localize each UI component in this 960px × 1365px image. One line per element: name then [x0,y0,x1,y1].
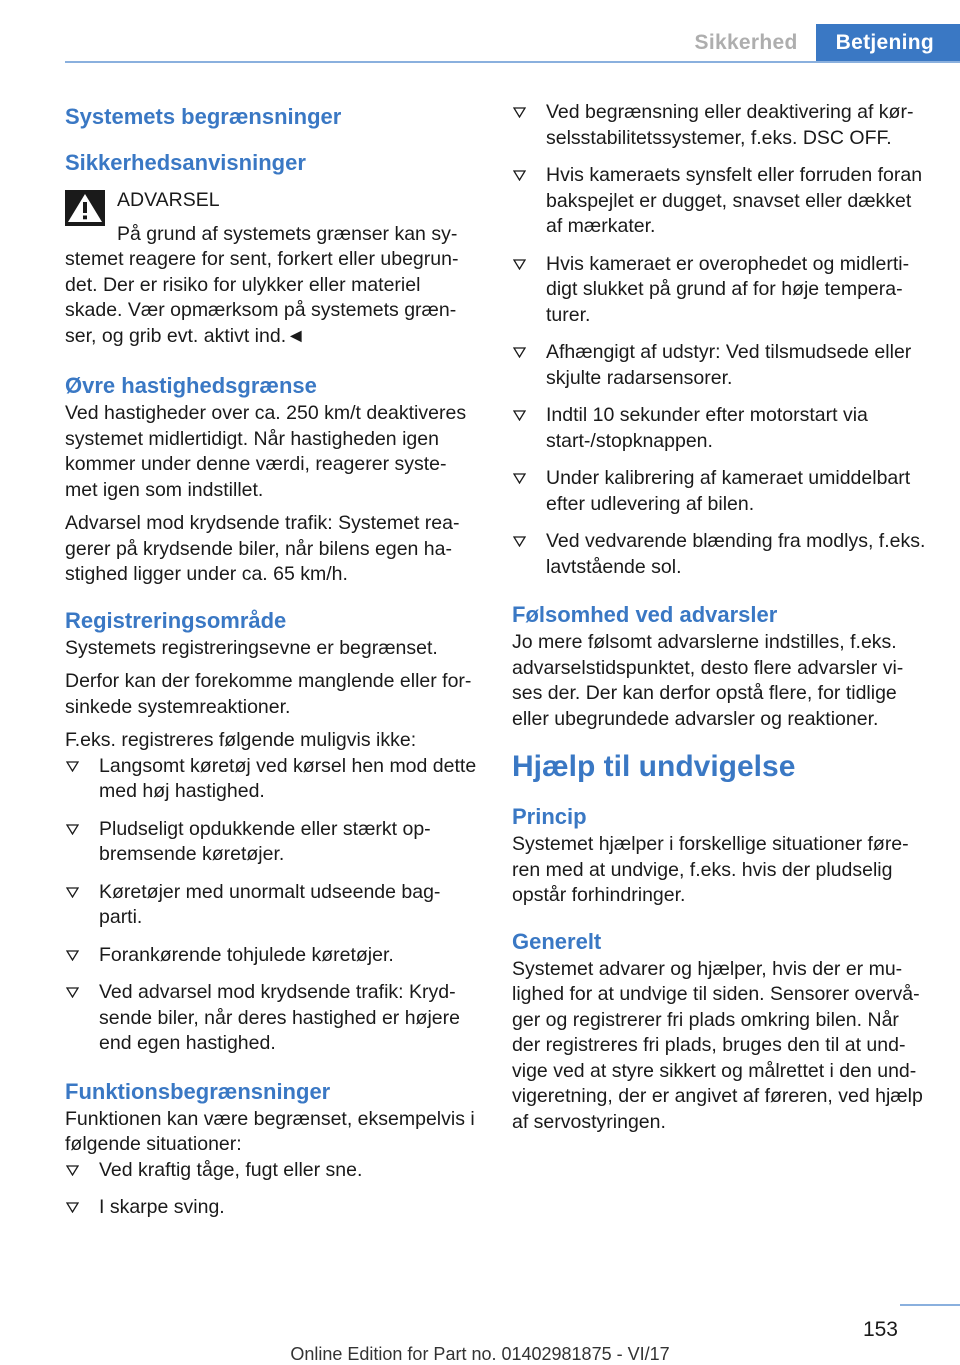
heading-warning-sensitivity: Følsomhed ved advarsler [512,602,778,627]
principle-paragraph: Systemet hjælper i forskellige situationer føre-ren med at undvige, f.eks. hvis der pludselig opstår forhindringer. [512,833,909,906]
right-column [512,100,930,1135]
list-item-text: I skarpe sving. [99,1196,225,1218]
list-item-text: Hvis kameraets synsfelt eller forruden foran bakspejlet er dugget, snavset eller dækket af mærkater. [546,164,923,237]
list-item [512,163,930,246]
bullet-triangle-icon [66,987,79,998]
heading-function-limits: Funktionsbegrænsninger [65,1078,331,1104]
warning-label: ADVARSEL [117,189,220,211]
list-item-text: Ved begrænsning eller deaktivering af kør-selsstabilitetssystemer, f.eks. DSC OFF. [546,101,914,149]
chapter-title-evasion-aid: Hjælp til undvigelse [512,750,796,783]
speed-paragraph-2: Advarsel mod krydsende trafik: Systemet rea-gerer på krydsende biler, når bilens egen ha-stighed ligger under ca. 65 km/h. [65,512,460,585]
left-column [65,100,478,1227]
range-paragraph-3: F.eks. registreres følgende muligvis ikke: [65,729,417,751]
bullet-triangle-icon [513,259,526,270]
tab-sikkerhed[interactable]: Sikkerhed [694,31,798,54]
heading-safety-notes: Sikkerhedsanvisninger [65,150,306,175]
bullet-triangle-icon [66,761,79,772]
list-item-text: Afhængigt af udstyr: Ved tilsmudsede eller skjulte radarsensorer. [546,341,912,389]
list-item [65,943,478,975]
heading-upper-speed-limit: Øvre hastighedsgrænse [65,373,317,398]
list-item [512,100,930,157]
list-item [65,1195,478,1227]
list-item [65,754,478,811]
sensitivity-paragraph: Jo mere følsomt advarslerne indstilles, f.eks. advarselstidspunktet, desto flere advarsler vi-ses der. Der kan derfor opstå flere, for tidlige eller ubegrundede advarsler og reaktioner. [512,631,904,730]
list-item-text: Under kalibrering af kameraet umiddelbart efter udlevering af bilen. [546,467,911,515]
speed-paragraph-1: Ved hastigheder over ca. 250 km/t deaktiveres systemet midlertidigt. Når hastigheden igen kommer under denne værdi, reagerer syste-met igen som indstillet. [65,402,467,501]
list-item [512,529,930,586]
warning-first-line: På grund af systemets grænser kan sy- [117,222,458,245]
bullet-triangle-icon [66,950,79,961]
warning-body: stemet reagere for sent, forkert eller ubegrun-det. Der er risiko for ulykker eller materiel skade. Vær opmærksom på systemets græn-ser, og grib evt. aktivt ind.◄ [65,248,459,347]
list-item-text: Ved kraftig tåge, fugt eller sne. [99,1158,363,1181]
range-paragraph-1: Systemets registreringsevne er begrænset. [65,636,438,659]
page-number: 153 [862,1318,898,1341]
list-item [512,340,930,397]
list-item-text: Hvis kameraet er overophedet og midlerti-digt slukket på grund af for høje tempera-turer. [546,252,910,326]
edition-footer: Online Edition for Part no. 01402981875 - VI/17 [290,1344,670,1364]
bullet-triangle-icon [513,170,526,181]
list-item [65,1158,478,1190]
heading-system-limits: Systemets begrænsninger [65,104,342,129]
list-item-text: Langsomt køretøj ved kørsel hen mod dette med høj hastighed. [99,754,477,802]
bullet-triangle-icon [66,824,79,835]
list-item [65,817,478,874]
range-list [65,754,478,1063]
list-item-text: Ved advarsel mod krydsende trafik: Kryd-sende biler, når deres hastighed er højere end egen hastighed. [99,981,460,1054]
warning-block [65,188,478,349]
bullet-triangle-icon [66,1165,79,1176]
function-list [65,1158,478,1227]
range-paragraph-2: Derfor kan der forekomme manglende eller for-sinkede systemreaktioner. [65,670,472,718]
warning-triangle-icon [65,190,105,226]
list-item [65,980,478,1063]
bullet-triangle-icon [66,887,79,898]
function-list-continued [512,100,930,586]
bullet-triangle-icon [513,347,526,358]
header-tabs [677,24,960,62]
list-item-text: Indtil 10 sekunder efter motorstart via start-/stopknappen. [546,404,868,452]
tab-betjening[interactable]: Betjening [816,24,960,62]
footer-rule [900,1304,960,1306]
heading-detection-range: Registreringsområde [65,607,287,633]
list-item [512,403,930,460]
header-rule [65,61,960,63]
list-item-text: Ved vedvarende blænding fra modlys, f.eks. lavtstående sol. [546,530,926,578]
bullet-triangle-icon [513,473,526,484]
bullet-triangle-icon [513,410,526,421]
heading-principle: Princip [512,804,587,829]
list-item [512,252,930,335]
bullet-triangle-icon [513,536,526,547]
general-paragraph: Systemet advarer og hjælper, hvis der er mu-lighed for at undvige til siden. Sensorer overvå-ger og registrerer fri plads omkring bilen. Når der registreres fri plads, bruges den til at und-vige ved at styre sikkert og målrettet i den und-vigeretning, der er angivet af føreren, ved hjælp af servostyringen. [512,957,923,1133]
list-item [512,466,930,523]
list-item-text: Pludseligt opdukkende eller stærkt op-bremsende køretøjer. [99,817,431,865]
bullet-triangle-icon [66,1202,79,1213]
function-paragraph: Funktionen kan være begrænset, eksempelvis i følgende situationer: [65,1107,475,1155]
list-item-text: Køretøjer med unormalt udseende bag-parti. [99,880,441,928]
list-item-text: Forankørende tohjulede køretøjer. [99,943,394,966]
bullet-triangle-icon [513,107,526,118]
list-item [65,880,478,937]
heading-general: Generelt [512,928,602,954]
